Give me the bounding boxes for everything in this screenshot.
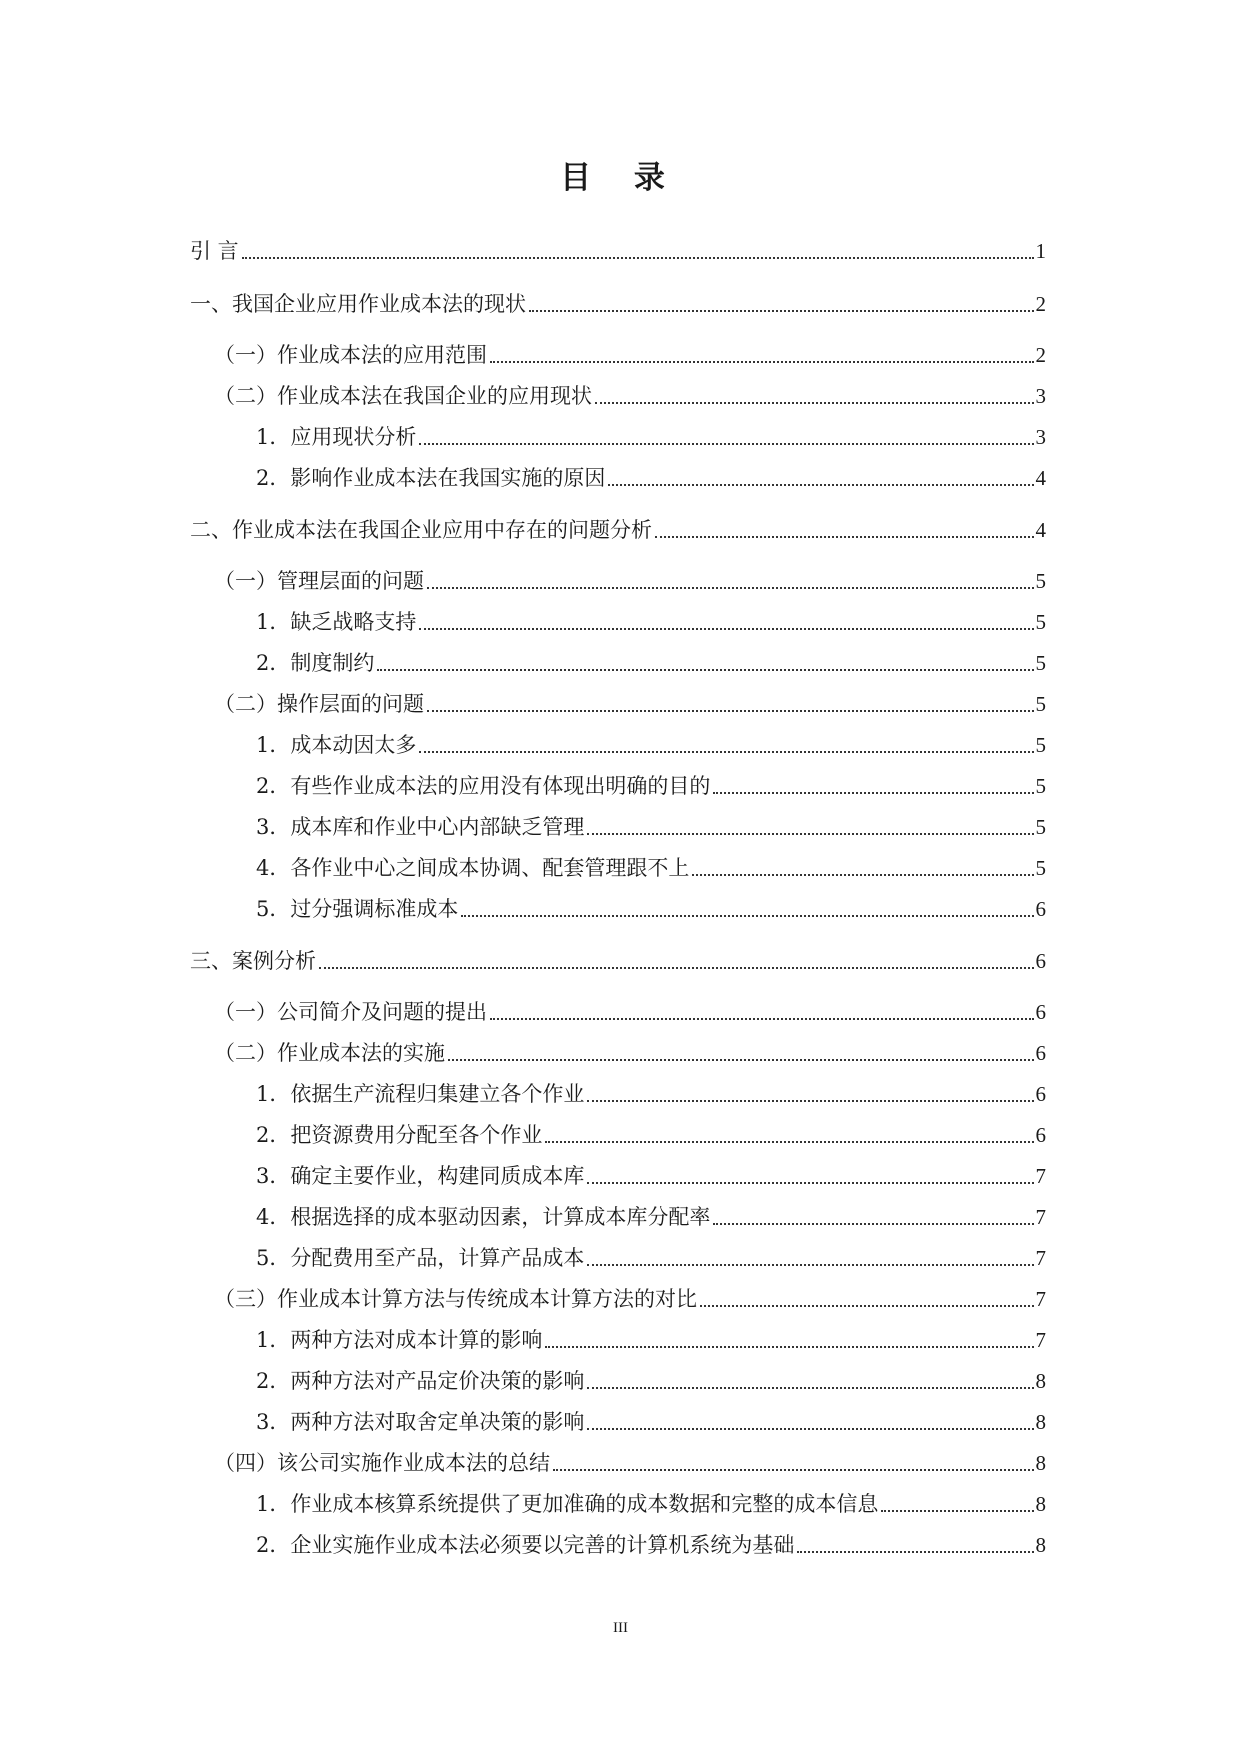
dot-leader [655, 536, 1034, 538]
toc-entry[interactable] [256, 422, 1046, 452]
toc-entry-page: 6 [1035, 1000, 1046, 1024]
toc-entry-title: 2．企业实施作业成本法必须要以完善的计算机系统为基础 [256, 1533, 795, 1557]
dot-leader [608, 484, 1033, 486]
dot-leader [419, 751, 1033, 753]
toc-entry[interactable] [256, 1243, 1046, 1273]
toc-entry-page: 7 [1035, 1246, 1046, 1270]
toc-entry-title: 三、案例分析 [190, 949, 316, 973]
toc-entry-page: 4 [1035, 466, 1046, 490]
toc-entry-page: 5 [1035, 774, 1046, 798]
dot-leader [797, 1551, 1033, 1553]
toc-entry-page: 1 [1035, 239, 1046, 263]
toc-entry-title: 1．作业成本核算系统提供了更加准确的成本数据和完整的成本信息 [256, 1492, 879, 1516]
toc-entry[interactable] [256, 1407, 1046, 1437]
dot-leader [587, 1182, 1033, 1184]
dot-leader [692, 874, 1033, 876]
toc-entry-title: 2．有些作业成本法的应用没有体现出明确的目的 [256, 774, 711, 798]
page-title: 目 录 [560, 160, 681, 196]
toc-entry-page: 7 [1035, 1205, 1046, 1229]
dot-leader [545, 1346, 1033, 1348]
toc-entry-title: 3．成本库和作业中心内部缺乏管理 [256, 815, 585, 839]
toc-entry[interactable] [214, 1284, 1046, 1314]
toc-entry-title: （一）管理层面的问题 [214, 569, 424, 593]
toc-entry-page: 4 [1035, 518, 1046, 542]
toc-entry-page: 3 [1035, 425, 1046, 449]
toc-entry[interactable] [190, 236, 1046, 266]
toc-entry[interactable] [256, 894, 1046, 924]
toc-entry[interactable] [214, 1448, 1046, 1478]
toc-entry[interactable] [256, 771, 1046, 801]
toc-entry[interactable] [190, 289, 1046, 319]
dot-leader [713, 792, 1033, 794]
toc-entry-title: 二、作业成本法在我国企业应用中存在的问题分析 [190, 518, 652, 542]
toc-entry[interactable] [190, 946, 1046, 976]
dot-leader [419, 443, 1033, 445]
toc-entry[interactable] [256, 1120, 1046, 1150]
toc-entry-title: 引 言 [190, 239, 239, 263]
toc-entry-title: （四）该公司实施作业成本法的总结 [214, 1451, 550, 1475]
toc-entry-page: 8 [1035, 1492, 1046, 1516]
dot-leader [448, 1059, 1034, 1061]
toc-entry[interactable] [256, 1366, 1046, 1396]
dot-leader [587, 833, 1033, 835]
toc-entry-page: 6 [1035, 897, 1046, 921]
toc-entry-title: 一、我国企业应用作业成本法的现状 [190, 292, 526, 316]
toc-entry-page: 5 [1035, 692, 1046, 716]
toc-entry[interactable] [256, 1489, 1046, 1519]
page-number: III [613, 1620, 628, 1636]
dot-leader [587, 1387, 1033, 1389]
toc-entry[interactable] [214, 997, 1046, 1027]
toc-entry-page: 8 [1035, 1410, 1046, 1434]
toc-entry-page: 5 [1035, 733, 1046, 757]
toc-entry-title: 2．影响作业成本法在我国实施的原因 [256, 466, 606, 490]
toc-entry[interactable] [256, 1161, 1046, 1191]
dot-leader [242, 257, 1034, 259]
dot-leader [587, 1264, 1033, 1266]
toc-entry-page: 2 [1035, 343, 1046, 367]
toc-entry-title: 3．确定主要作业，构建同质成本库 [256, 1164, 585, 1188]
toc-entry[interactable] [256, 1079, 1046, 1109]
dot-leader [700, 1305, 1034, 1307]
toc-entry-title: 2．两种方法对产品定价决策的影响 [256, 1369, 585, 1393]
toc-entry-page: 5 [1035, 815, 1046, 839]
toc-entry-page: 8 [1035, 1533, 1046, 1557]
toc-entry-title: （二）作业成本法在我国企业的应用现状 [214, 384, 592, 408]
toc-entry-page: 7 [1035, 1164, 1046, 1188]
dot-leader [529, 310, 1034, 312]
toc-entry[interactable] [256, 853, 1046, 883]
toc-entry-page: 8 [1035, 1369, 1046, 1393]
toc-entry[interactable] [214, 381, 1046, 411]
toc-entry-title: 4．根据选择的成本驱动因素，计算成本库分配率 [256, 1205, 711, 1229]
toc-entry-title: （一）公司简介及问题的提出 [214, 1000, 487, 1024]
toc-entry-page: 6 [1035, 949, 1046, 973]
toc-entry[interactable] [256, 1202, 1046, 1232]
dot-leader [587, 1100, 1033, 1102]
toc-entry[interactable] [256, 1530, 1046, 1560]
toc-entry-title: 3．两种方法对取舍定单决策的影响 [256, 1410, 585, 1434]
toc-entry-title: 1．两种方法对成本计算的影响 [256, 1328, 543, 1352]
toc-entry-title: 1．缺乏战略支持 [256, 610, 417, 634]
dot-leader [319, 967, 1034, 969]
toc-entry[interactable] [256, 648, 1046, 678]
toc-entry[interactable] [214, 566, 1046, 596]
toc-entry-title: （二）操作层面的问题 [214, 692, 424, 716]
toc-entry-title: 1．依据生产流程归集建立各个作业 [256, 1082, 585, 1106]
dot-leader [427, 710, 1034, 712]
toc-entry[interactable] [214, 689, 1046, 719]
dot-leader [587, 1428, 1033, 1430]
dot-leader [490, 1018, 1034, 1020]
toc-entry-page: 6 [1035, 1123, 1046, 1147]
toc-entry[interactable] [256, 463, 1046, 493]
toc-entry[interactable] [256, 730, 1046, 760]
toc-entry-title: 2．把资源费用分配至各个作业 [256, 1123, 543, 1147]
toc-entry-page: 5 [1035, 651, 1046, 675]
dot-leader [553, 1469, 1034, 1471]
toc-entry-page: 6 [1035, 1082, 1046, 1106]
toc-entry[interactable] [256, 1325, 1046, 1355]
dot-leader [713, 1223, 1033, 1225]
dot-leader [377, 669, 1033, 671]
toc-entry[interactable] [190, 515, 1046, 545]
toc-entry-title: （二）作业成本法的实施 [214, 1041, 445, 1065]
dot-leader [427, 587, 1034, 589]
dot-leader [461, 915, 1033, 917]
toc-entry-page: 8 [1035, 1451, 1046, 1475]
toc-entry-page: 5 [1035, 610, 1046, 634]
toc-entry[interactable] [214, 340, 1046, 370]
toc-entry-title: 1．成本动因太多 [256, 733, 417, 757]
toc-entry-title: （一）作业成本法的应用范围 [214, 343, 487, 367]
toc-entry-title: 2．制度制约 [256, 651, 375, 675]
toc-entry-page: 5 [1035, 569, 1046, 593]
toc-entry-title: （三）作业成本计算方法与传统成本计算方法的对比 [214, 1287, 697, 1311]
toc-entry-page: 6 [1035, 1041, 1046, 1065]
dot-leader [545, 1141, 1033, 1143]
toc-entry-title: 5．分配费用至产品，计算产品成本 [256, 1246, 585, 1270]
toc-entry-title: 1．应用现状分析 [256, 425, 417, 449]
toc-entry-page: 2 [1035, 292, 1046, 316]
toc-entry-page: 7 [1035, 1287, 1046, 1311]
toc-entry[interactable] [256, 812, 1046, 842]
dot-leader [595, 402, 1034, 404]
toc-entry-title: 4．各作业中心之间成本协调、配套管理跟不上 [256, 856, 690, 880]
dot-leader [881, 1510, 1033, 1512]
toc-entry[interactable] [256, 607, 1046, 637]
toc-entry-page: 5 [1035, 856, 1046, 880]
toc-entry[interactable] [214, 1038, 1046, 1068]
dot-leader [419, 628, 1033, 630]
toc-entry-page: 3 [1035, 384, 1046, 408]
dot-leader [490, 361, 1034, 363]
toc-entry-title: 5．过分强调标准成本 [256, 897, 459, 921]
toc-entry-page: 7 [1035, 1328, 1046, 1352]
